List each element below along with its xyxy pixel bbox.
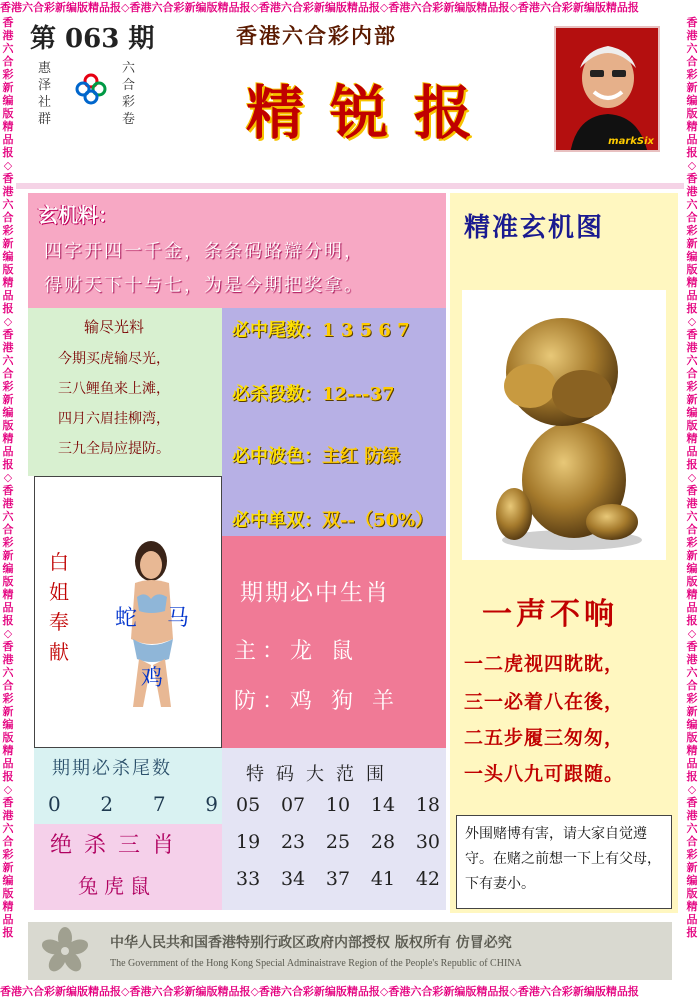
range-number: 34: [280, 868, 306, 890]
range-number: 42: [415, 868, 440, 890]
prediction-kill-range: [232, 380, 395, 406]
zodiac-panel: [222, 536, 446, 748]
special-range-grid: [236, 794, 440, 905]
loss-poem-line: 四月六眉挂柳湾，: [58, 411, 170, 427]
riddle-poem-line: 三一必着八在後，: [464, 691, 625, 713]
kill-three-panel: [34, 824, 222, 910]
range-number: 33: [236, 868, 261, 890]
photo-vertical-text: 白姐奉献: [49, 550, 69, 664]
loss-poem-line: 三八鲤鱼来上滩，: [58, 381, 170, 397]
loss-poem-title: 输尽光料: [84, 318, 145, 336]
range-number: 28: [370, 831, 396, 853]
riddle-title: 玄机料：: [38, 203, 118, 227]
header-subtitle: 香港六合彩内部: [236, 23, 397, 48]
loss-poem-line: 今期买虎输尽光，: [58, 351, 170, 367]
range-number: 41: [370, 868, 396, 890]
range-row: [236, 868, 440, 905]
tail-kill-numbers: [48, 792, 218, 816]
range-number: 30: [415, 831, 440, 853]
kill-three-title: 绝杀三肖: [50, 833, 187, 858]
special-range-panel: [222, 748, 446, 910]
tail-kill-number: 9: [205, 792, 218, 816]
range-number: 05: [236, 794, 261, 816]
riddle-line: 得财天下十与七，为是今期把奖拿。: [44, 275, 364, 296]
prediction-wave-color: [232, 442, 400, 468]
range-number: 18: [415, 794, 440, 816]
range-number: 07: [280, 794, 306, 816]
riddle-poem-line: 二五步履三匆匆，: [464, 727, 625, 749]
tail-kill-number: 7: [152, 792, 166, 816]
monkey-figure: [462, 290, 666, 560]
range-number: 37: [325, 868, 351, 890]
issue-number: 第 063 期: [30, 24, 155, 54]
tail-kill-number: 0: [48, 792, 61, 816]
border-bottom-text: 香港六合彩新编版精品报◇香港六合彩新编版精品报◇香港六合彩新编版精品报◇香港六合彩新编版精品报◇香港六合彩新编版精品报: [0, 985, 639, 998]
portrait-photo: [554, 26, 660, 152]
loss-poem-line: 三九全局应提防。: [58, 441, 170, 457]
footer-banner: [28, 922, 672, 980]
prediction-value: 1 3 5 6 7: [322, 320, 410, 341]
footer-english-text: The Government of the Hong Kong Special Adminaistrave Region of the People's Republic of CHINA: [110, 958, 522, 969]
zodiac-guard: 防：鸡 狗 羊: [234, 689, 400, 714]
border-top-text: 香港六合彩新编版精品报◇香港六合彩新编版精品报◇香港六合彩新编版精品报◇香港六合彩新编版精品报◇香港六合彩新编版精品报: [0, 1, 639, 14]
prediction-value: 12---37: [322, 384, 395, 405]
special-range-title: 特码大范围: [246, 764, 396, 785]
predictions-panel: [222, 308, 446, 536]
kill-three-animals: 兔虎鼠: [78, 874, 156, 898]
range-number: 14: [370, 794, 396, 816]
group-name-left: 惠泽社群: [38, 61, 52, 127]
photo-zodiac-tag: 鸡: [141, 666, 164, 691]
gambling-warning: 外围赌博有害，请大家自觉遵守。在赌之前想一下上有父母，下有妻小。: [456, 815, 672, 909]
range-number: 10: [325, 794, 351, 816]
footer-chinese-text: 中华人民共和国香港特别行政区政府内部授权 版权所有 仿冒必究: [110, 935, 512, 951]
brand-mark: markSix: [608, 136, 654, 147]
bauhinia-flower-icon: [40, 926, 90, 976]
monkey-statue-icon: [462, 290, 666, 560]
prediction-label: 必中波色：: [232, 446, 322, 467]
prediction-odd-even: [232, 506, 433, 532]
man-portrait-icon: [556, 28, 660, 152]
border-right-text: 香港六合彩新编版精品报◇香港六合彩新编版精品报◇香港六合彩新编版精品报◇香港六合彩新编版精品报◇香港六合彩新编版精品报◇香港六合彩新编版精品报: [686, 16, 698, 939]
loss-poem-panel: [28, 308, 222, 476]
riddle-poem-line: 一头八九可跟随。: [464, 763, 625, 785]
range-row: [236, 794, 440, 831]
newspaper-title: 精锐报: [246, 79, 499, 147]
header-divider: [16, 183, 684, 189]
range-number: 19: [236, 831, 261, 853]
lottery-logo-icon: [74, 72, 108, 106]
border-left-text: 香港六合彩新编版精品报◇香港六合彩新编版精品报◇香港六合彩新编版精品报◇香港六合彩新编版精品报◇香港六合彩新编版精品报◇香港六合彩新编版精品报: [2, 16, 14, 939]
group-name-right: 六合彩卷: [122, 61, 136, 127]
zodiac-main: 主：龙 鼠: [234, 639, 359, 664]
tail-kill-number: 2: [100, 792, 114, 816]
photo-panel: [34, 476, 222, 748]
photo-zodiac-tag: 蛇: [115, 606, 138, 631]
header: [16, 16, 684, 166]
prediction-label: 必中尾数：: [232, 320, 322, 341]
range-row: [236, 831, 440, 868]
prediction-value: 主红 防绿: [322, 446, 401, 467]
prediction-label: 必中单双：: [232, 510, 322, 531]
right-column: [450, 193, 678, 913]
prediction-value: 双--（50%）: [322, 510, 434, 531]
riddle-panel: [28, 193, 446, 308]
range-number: 23: [280, 831, 306, 853]
riddle-line: 四字开四一千金，条条码路辯分明，: [44, 241, 364, 262]
zodiac-title: 期期必中生肖: [240, 580, 390, 606]
prediction-label: 必杀段数：: [232, 384, 322, 405]
proverb-title: 一声不响: [482, 597, 618, 632]
riddle-poem-line: 一二虎视四眈眈，: [464, 653, 625, 675]
riddle-image-title: 精准玄机图: [464, 213, 605, 243]
range-number: 25: [325, 831, 351, 853]
tail-kill-panel: [34, 748, 222, 824]
prediction-tail: [232, 316, 410, 342]
tail-kill-title: 期期必杀尾数: [52, 758, 172, 779]
photo-zodiac-tag: 马: [167, 606, 190, 631]
